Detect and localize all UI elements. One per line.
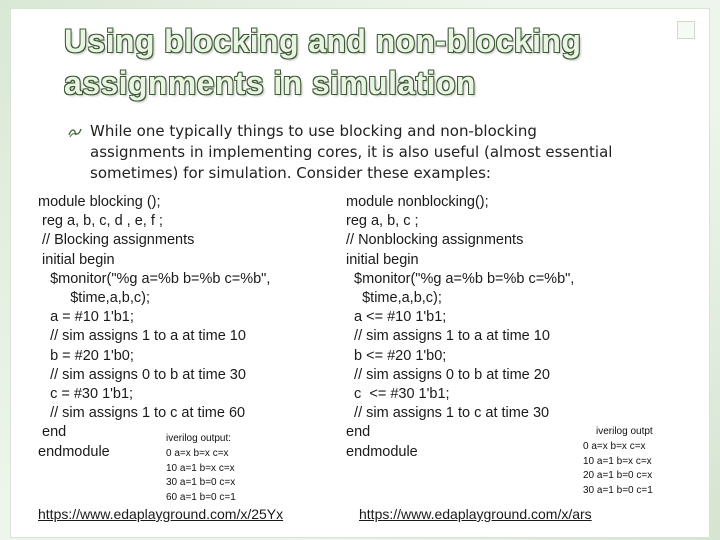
- code-line: end: [38, 424, 67, 441]
- intro-paragraph: [90, 121, 665, 184]
- code-line: endmodule: [38, 443, 110, 460]
- slide-title: [64, 20, 664, 104]
- code-line: // sim assigns 0 to b at time 20: [346, 366, 550, 383]
- output-line: 10 a=1 b=x c=x: [166, 462, 235, 474]
- code-line: $time,a,b,c);: [346, 290, 442, 307]
- code-line: // sim assigns 1 to c at time 30: [346, 405, 550, 422]
- code-line: c <= #30 1'b1;: [346, 386, 450, 403]
- code-line: b = #20 1'b0;: [38, 347, 134, 364]
- output-line: 0 a=x b=x c=x: [583, 441, 646, 452]
- nonblocking-output: [583, 440, 653, 498]
- output-line: 30 a=1 b=0 c=x: [166, 477, 236, 488]
- output-line: 20 a=1 b=0 c=x: [583, 470, 653, 481]
- code-line: reg a, b, c ;: [346, 213, 419, 230]
- code-line: endmodule: [346, 443, 418, 460]
- code-line: reg a, b, c, d , e, f ;: [38, 213, 163, 230]
- code-line: // sim assigns 1 to a at time 10: [38, 328, 246, 345]
- blocking-code-block: [38, 193, 270, 462]
- blocking-output-title: iverilog output:: [166, 433, 232, 444]
- code-line: b <= #20 1'b0;: [346, 347, 447, 364]
- code-line: // Nonblocking assignments: [346, 232, 524, 249]
- code-line: a <= #10 1'b1;: [346, 309, 447, 326]
- code-line: // sim assigns 1 to c at time 60: [38, 405, 246, 422]
- output-line: 0 a=x b=x c=x: [166, 448, 229, 459]
- output-line: 30 a=1 b=0 c=1: [583, 484, 653, 496]
- intro-line: While one typically things to use blocking and non-blocking: [90, 122, 537, 140]
- code-line: // sim assigns 0 to b at time 30: [38, 366, 246, 383]
- code-line: c = #30 1'b1;: [38, 386, 134, 403]
- intro-line: assignments in implementing cores, it is also useful (almost essential: [90, 143, 613, 161]
- code-line: // Blocking assignments: [38, 232, 195, 249]
- nonblocking-output-title: iverilog outpt: [596, 426, 653, 437]
- code-line: $monitor("%g a=%b b=%b c=%b",: [346, 270, 575, 287]
- code-line: initial begin: [38, 251, 115, 268]
- blocking-example-link[interactable]: https://www.edaplayground.com/x/25Yx: [38, 506, 284, 522]
- curly-bullet-icon: [68, 126, 82, 138]
- code-line: $monitor("%g a=%b b=%b c=%b",: [38, 270, 271, 287]
- code-line: a = #10 1'b1;: [38, 309, 134, 326]
- code-line: $time,a,b,c);: [38, 290, 151, 307]
- output-line: 60 a=1 b=0 c=1: [166, 491, 236, 503]
- nonblocking-example-link[interactable]: https://www.edaplayground.com/x/ars: [359, 506, 592, 522]
- corner-box: [677, 21, 695, 39]
- title-line-1: Using blocking and non-blocking: [64, 23, 582, 59]
- code-line: initial begin: [346, 251, 419, 268]
- title-line-2: assignments in simulation: [64, 65, 476, 101]
- nonblocking-code-block: [346, 193, 574, 462]
- code-line: module nonblocking();: [346, 194, 489, 210]
- output-line: 10 a=1 b=x c=x: [583, 455, 652, 467]
- intro-line: sometimes) for simulation. Consider these examples:: [90, 164, 491, 182]
- code-line: module blocking ();: [38, 194, 161, 210]
- blocking-output: [166, 447, 236, 505]
- code-line: end: [346, 424, 371, 441]
- code-line: // sim assigns 1 to a at time 10: [346, 328, 550, 345]
